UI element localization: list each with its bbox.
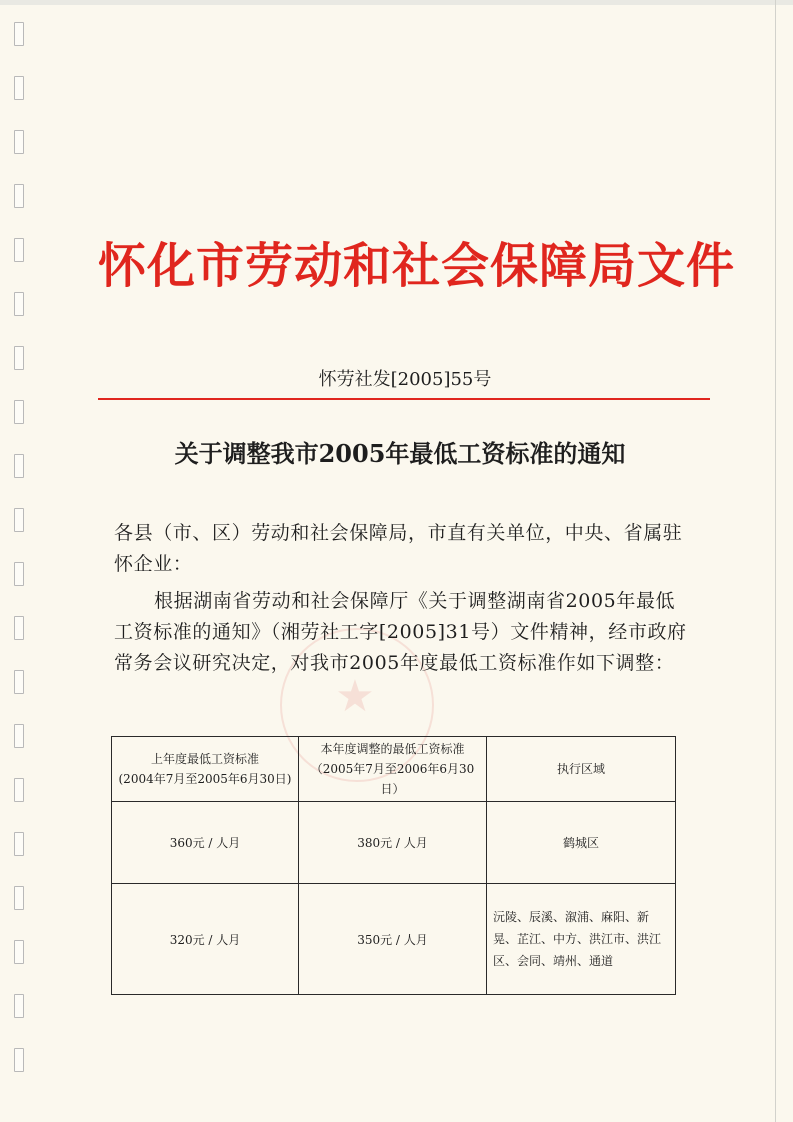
binding-hole (14, 238, 24, 262)
notice-addressee: 各县（市、区）劳动和社会保障局，市直有关单位，中央、省属驻怀企业： (114, 522, 683, 575)
binding-holes (8, 0, 30, 1122)
header-red-divider (98, 398, 710, 400)
binding-hole (14, 400, 24, 424)
previous-wage-cell: 320元 / 人月 (112, 884, 299, 995)
binding-hole (14, 184, 24, 208)
header-region (487, 737, 676, 802)
binding-hole (14, 508, 24, 532)
document-header-title: 怀化市劳动和社会保障局文件 (98, 238, 736, 294)
region-cell: 鹤城区 (487, 802, 676, 884)
binding-hole (14, 346, 24, 370)
binding-hole (14, 76, 24, 100)
minimum-wage-table (111, 736, 676, 995)
binding-hole (14, 670, 24, 694)
notice-title: 关于调整我市2005年最低工资标准的通知 (174, 439, 626, 468)
page-right-edge (775, 0, 776, 1122)
table-row (112, 884, 676, 995)
seal-star-icon: ★ (335, 671, 375, 722)
header-line: 上年度最低工资标准 (150, 752, 259, 766)
binding-hole (14, 886, 24, 910)
header-period: (2004年7月至2005年6月30日) (118, 772, 292, 786)
current-wage-cell: 350元 / 人月 (299, 884, 487, 995)
previous-wage-cell: 360元 / 人月 (112, 802, 299, 884)
binding-hole (14, 562, 24, 586)
binding-hole (14, 724, 24, 748)
table-row (112, 802, 676, 884)
binding-hole (14, 832, 24, 856)
header-current-standard (299, 737, 487, 802)
region-cell: 沅陵、辰溪、溆浦、麻阳、新晃、芷江、中方、洪江市、洪江区、会同、靖州、通道 (487, 884, 676, 995)
document-number: 怀劳社发[2005]55号 (318, 369, 492, 390)
header-previous-standard (112, 737, 299, 802)
binding-hole (14, 130, 24, 154)
binding-hole (14, 940, 24, 964)
page-top-edge (0, 0, 793, 5)
binding-hole (14, 778, 24, 802)
binding-hole (14, 292, 24, 316)
binding-hole (14, 616, 24, 640)
binding-hole (14, 22, 24, 46)
table-header-row (112, 737, 676, 802)
binding-hole (14, 454, 24, 478)
header-line: 本年度调整的最低工资标准 (320, 742, 465, 756)
header-period: （2005年7月至2006年6月30日） (310, 762, 475, 796)
binding-hole (14, 994, 24, 1018)
header-line: 执行区域 (556, 762, 605, 776)
binding-hole (14, 1048, 24, 1072)
notice-body-paragraph: 根据湖南省劳动和社会保障厅《关于调整湖南省2005年最低工资标准的通知》（湘劳社工字[2005]31号）文件精神，经市政府常务会议研究决定，对我市2005年度最低工资标准作如下调整： (114, 590, 687, 674)
current-wage-cell: 380元 / 人月 (299, 802, 487, 884)
